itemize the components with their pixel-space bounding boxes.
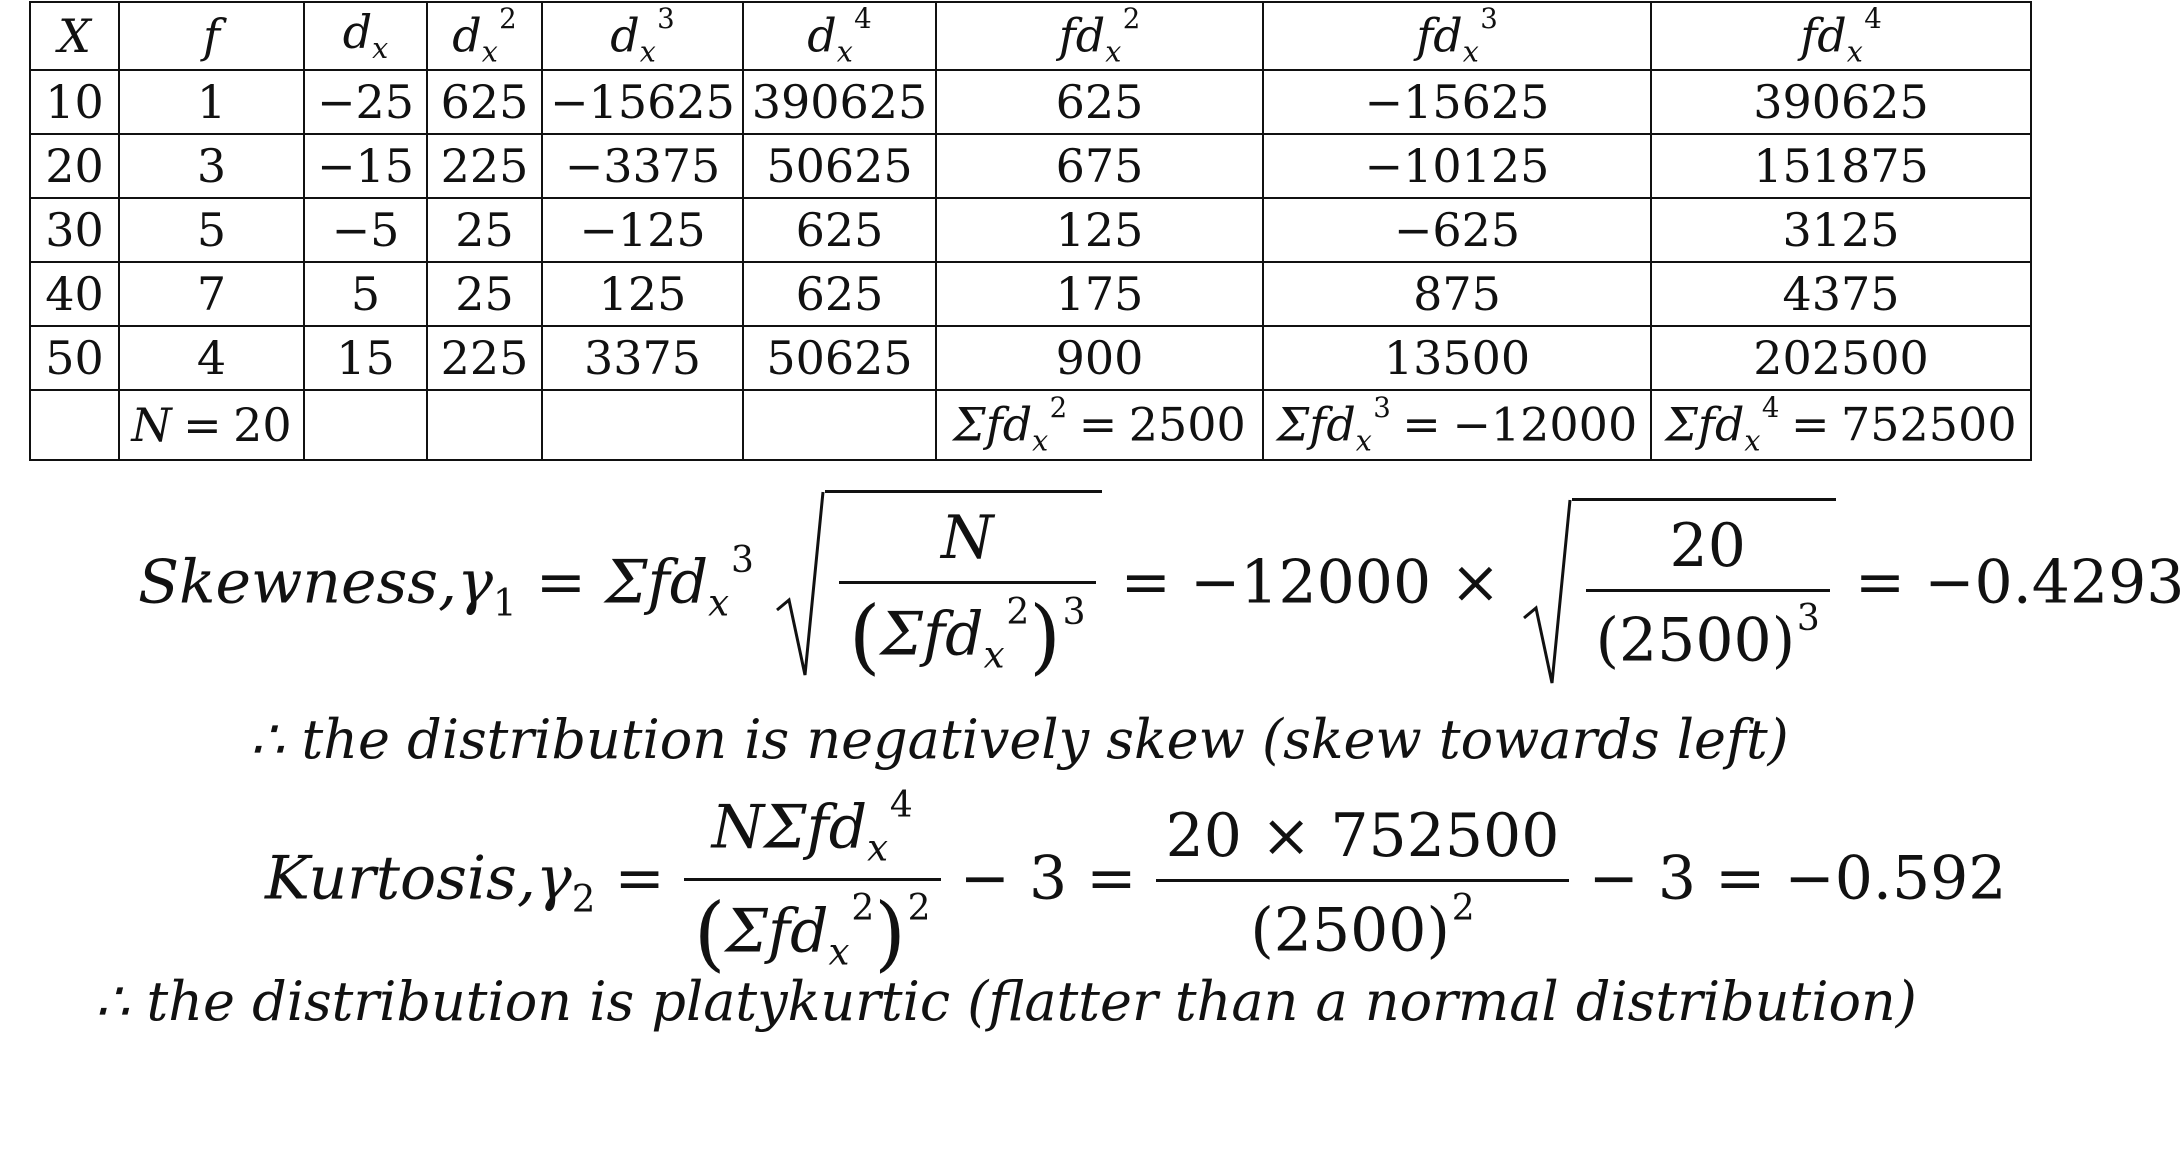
table-cell: −15625 (1263, 70, 1651, 134)
table-cell: 13500 (1263, 326, 1651, 390)
table-cell: 625 (427, 70, 542, 134)
table-cell: 50625 (743, 326, 936, 390)
total-sum-fdx3: Σfd$_x^3$ = −12000 (1263, 390, 1651, 460)
table-cell: −3375 (542, 134, 743, 198)
kurtosis-label: Kurtosis, (265, 843, 536, 914)
table-cell: −25 (304, 70, 427, 134)
table-cell: 20 (30, 134, 119, 198)
skewness-substituted-radical: $\frac{20}{(2500)^3}$ (1520, 498, 1836, 676)
totals-empty-cell (304, 390, 427, 460)
skewness-radical: $\frac{N}{(\Sigma fd_x^2)^3}$ (773, 490, 1102, 684)
table-cell: −10125 (1263, 134, 1651, 198)
header-dx: $d_x$ (304, 2, 427, 70)
total-sum-fdx4: Σfd$_x^4$ = 752500 (1651, 390, 2031, 460)
header-dx4: $d_x^4$ (743, 2, 936, 70)
table-cell: 390625 (743, 70, 936, 134)
table-cell: 625 (743, 262, 936, 326)
table-cell: 151875 (1651, 134, 2031, 198)
table-cell: 390625 (1651, 70, 2031, 134)
totals-empty-cell (427, 390, 542, 460)
total-sum-fdx2: Σfd$_x^2$ = 2500 (936, 390, 1263, 460)
table-cell: 675 (936, 134, 1263, 198)
table-cell: 25 (427, 198, 542, 262)
table-cell: −15 (304, 134, 427, 198)
skewness-result: −0.4293 (1924, 547, 2184, 618)
total-n-cell: N = 20 (119, 390, 304, 460)
kurtosis-substituted-fraction: $\frac{20 \times 752500}{(2500)^2}$ (1156, 801, 1570, 966)
header-fdx4: $fd_x^4$ (1651, 2, 2031, 70)
totals-empty-cell (542, 390, 743, 460)
table-cell: 15 (304, 326, 427, 390)
table-row (30, 198, 2031, 262)
kurtosis-formula: $Kurtosis,\gamma_2$ = $\frac{N\Sigma fd_x^4}{(\Sigma fd_x^2)^2}$ − 3 = $\frac{20 \times 752500}{(2500)^2}$ − 3 = −0.592 (265, 785, 2007, 981)
table-cell: 5 (304, 262, 427, 326)
table-cell: −125 (542, 198, 743, 262)
table-cell: 875 (1263, 262, 1651, 326)
table-cell: 4375 (1651, 262, 2031, 326)
table-cell: 3375 (542, 326, 743, 390)
table-cell: 50625 (743, 134, 936, 198)
table-cell: 40 (30, 262, 119, 326)
totals-empty-cell (30, 390, 119, 460)
table-cell: −5 (304, 198, 427, 262)
skewness-formula: $Skewness,\gamma_1 = \Sigma fd_x^3$ $\frac{N}{(\Sigma fd_x^2)^3}$ = −12000 × $\frac{20}{(2500)^3}$ = −0.4293 (138, 490, 2184, 684)
table-body (30, 70, 2031, 390)
skewness-label: Skewness, (138, 547, 458, 618)
kurtosis-fraction: $\frac{N\Sigma fd_x^4}{(\Sigma fd_x^2)^2}$ (684, 785, 941, 981)
table-cell: 7 (119, 262, 304, 326)
table-cell: 625 (743, 198, 936, 262)
radical-sign-icon (1520, 498, 1572, 688)
table-cell: 900 (936, 326, 1263, 390)
table-row (30, 326, 2031, 390)
table-cell: −15625 (542, 70, 743, 134)
skewness-conclusion: ∴ the distribution is negatively skew (skew towards left) (250, 708, 1789, 771)
totals-row (30, 390, 2031, 460)
kurtosis-conclusion: ∴ the distribution is platykurtic (flatter than a normal distribution) (95, 970, 1917, 1033)
table-cell: 3125 (1651, 198, 2031, 262)
table-cell: 175 (936, 262, 1263, 326)
computation-table (29, 1, 2032, 461)
totals-empty-cell (743, 390, 936, 460)
table-cell: 30 (30, 198, 119, 262)
table-cell: 225 (427, 326, 542, 390)
table-row (30, 70, 2031, 134)
table-cell: 1 (119, 70, 304, 134)
table-cell: 10 (30, 70, 119, 134)
kurtosis-result: −0.592 (1784, 843, 2007, 914)
header-fdx2: $fd_x^2$ (936, 2, 1263, 70)
table-row (30, 262, 2031, 326)
table-cell: −625 (1263, 198, 1651, 262)
table-cell: 625 (936, 70, 1263, 134)
skewness-substitution-factor: −12000 × (1190, 547, 1501, 618)
table-cell: 202500 (1651, 326, 2031, 390)
radical-sign-icon (773, 490, 825, 680)
table-cell: 125 (936, 198, 1263, 262)
header-f: f (119, 2, 304, 70)
header-fdx3: $fd_x^3$ (1263, 2, 1651, 70)
table-cell: 25 (427, 262, 542, 326)
table-header-row (30, 2, 2031, 70)
header-x: X (30, 2, 119, 70)
table-row (30, 134, 2031, 198)
table-cell: 50 (30, 326, 119, 390)
table-cell: 4 (119, 326, 304, 390)
table-cell: 125 (542, 262, 743, 326)
header-dx3: $d_x^3$ (542, 2, 743, 70)
table-cell: 5 (119, 198, 304, 262)
header-dx2: $d_x^2$ (427, 2, 542, 70)
table-cell: 225 (427, 134, 542, 198)
table-cell: 3 (119, 134, 304, 198)
